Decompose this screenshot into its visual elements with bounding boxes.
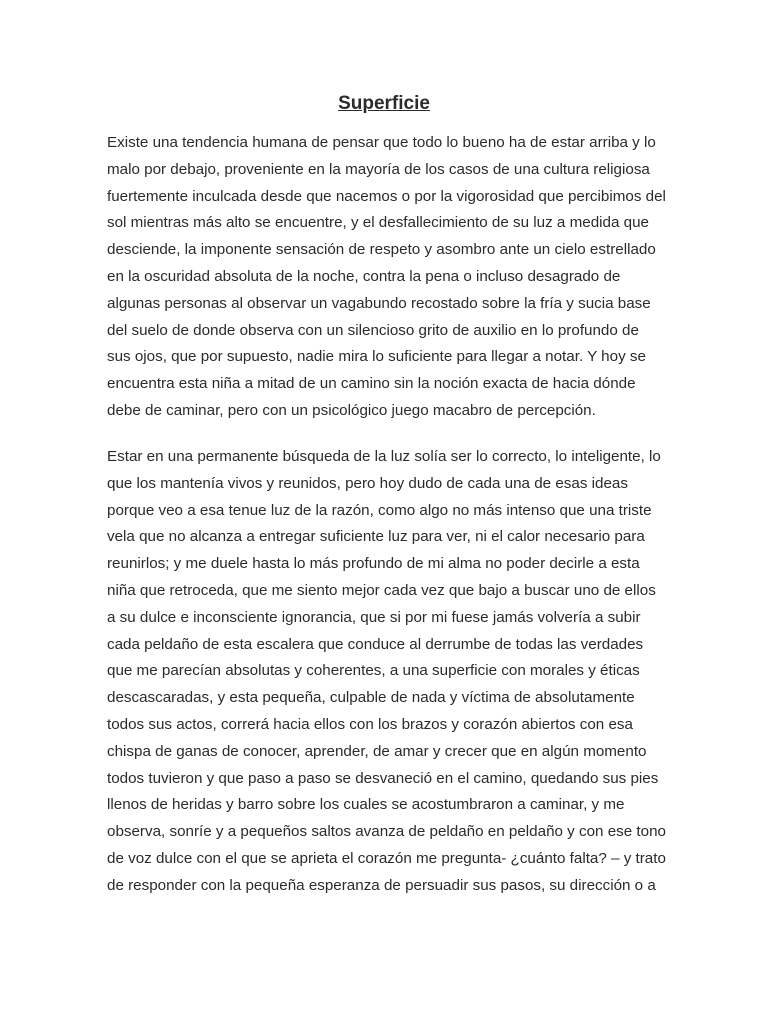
- text-line: observa, sonríe y a pequeños saltos avanza de peldaño en peldaño y con ese tono: [107, 823, 666, 841]
- text-line: llenos de heridas y barro sobre los cuales se acostumbraron a caminar, y me: [107, 796, 625, 814]
- page-title: Superficie: [338, 93, 430, 114]
- text-line: Estar en una permanente búsqueda de la luz solía ser lo correcto, lo inteligente, lo: [107, 448, 661, 465]
- text-line: Existe una tendencia humana de pensar que todo lo bueno ha de estar arriba y lo: [107, 134, 656, 151]
- text-line: reunirlos; y me duele hasta lo más profundo de mi alma no poder decirle a esta: [107, 555, 640, 573]
- paragraph-2: [107, 444, 667, 900]
- text-line: descascaradas, y esta pequeña, culpable de nada y víctima de absolutamente: [107, 689, 635, 707]
- text-line: sol mientras más alto se encuentre, y el desfallecimiento de su luz a medida que: [107, 214, 649, 232]
- text-line: fuertemente inculcada desde que nacemos o por la vigorosidad que percibimos del: [107, 187, 666, 205]
- text-line: que los mantenía vivos y reunidos, pero hoy dudo de cada una de esas ideas: [107, 474, 628, 492]
- text-line: que me parecían absolutas y coherentes, a una superficie con morales y éticas: [107, 662, 640, 680]
- text-line: malo por debajo, proveniente en la mayoría de los casos de una cultura religiosa: [107, 160, 650, 178]
- text-line: sus ojos, que por supuesto, nadie mira lo suficiente para llegar a notar. Y hoy se: [107, 348, 646, 366]
- paragraph-1: [107, 130, 667, 425]
- text-line: del suelo de donde observa con un silencioso grito de auxilio en lo profundo de: [107, 321, 639, 339]
- text-line: a su dulce e inconsciente ignorancia, que si por mi fuese jamás volvería a subir: [107, 608, 641, 626]
- text-line: todos tuvieron y que paso a paso se desvaneció en el camino, quedando sus pies: [107, 769, 659, 787]
- text-line: encuentra esta niña a mitad de un camino sin la noción exacta de hacia dónde: [107, 375, 636, 393]
- text-line: vela que no alcanza a entregar suficiente luz para ver, ni el calor necesario para: [107, 528, 645, 546]
- text-line: chispa de ganas de conocer, aprender, de amar y crecer que en algún momento: [107, 742, 647, 760]
- text-line: niña que retroceda, que me siento mejor cada vez que bajo a buscar uno de ellos: [107, 581, 656, 599]
- text-line: en la oscuridad absoluta de la noche, contra la pena o incluso desagrado de: [107, 267, 621, 285]
- text-line: de responder con la pequeña esperanza de persuadir sus pasos, su dirección o a: [107, 876, 656, 894]
- text-line: porque veo a esa tenue luz de la razón, como algo no más intenso que una triste: [107, 501, 652, 519]
- text-line: debe de caminar, pero con un psicológico juego macabro de percepción.: [107, 401, 596, 419]
- text-line: de voz dulce con el que se aprieta el corazón me pregunta- ¿cuánto falta? – y trato: [107, 849, 666, 867]
- text-line: todos sus actos, correrá hacia ellos con los brazos y corazón abiertos con esa: [107, 715, 633, 733]
- text-line: algunas personas al observar un vagabundo recostado sobre la fría y sucia base: [107, 294, 651, 312]
- text-line: cada peldaño de esta escalera que conduce al derrumbe de todas las verdades: [107, 635, 644, 653]
- text-line: desciende, la imponente sensación de respeto y asombro ante un cielo estrellado: [107, 241, 656, 259]
